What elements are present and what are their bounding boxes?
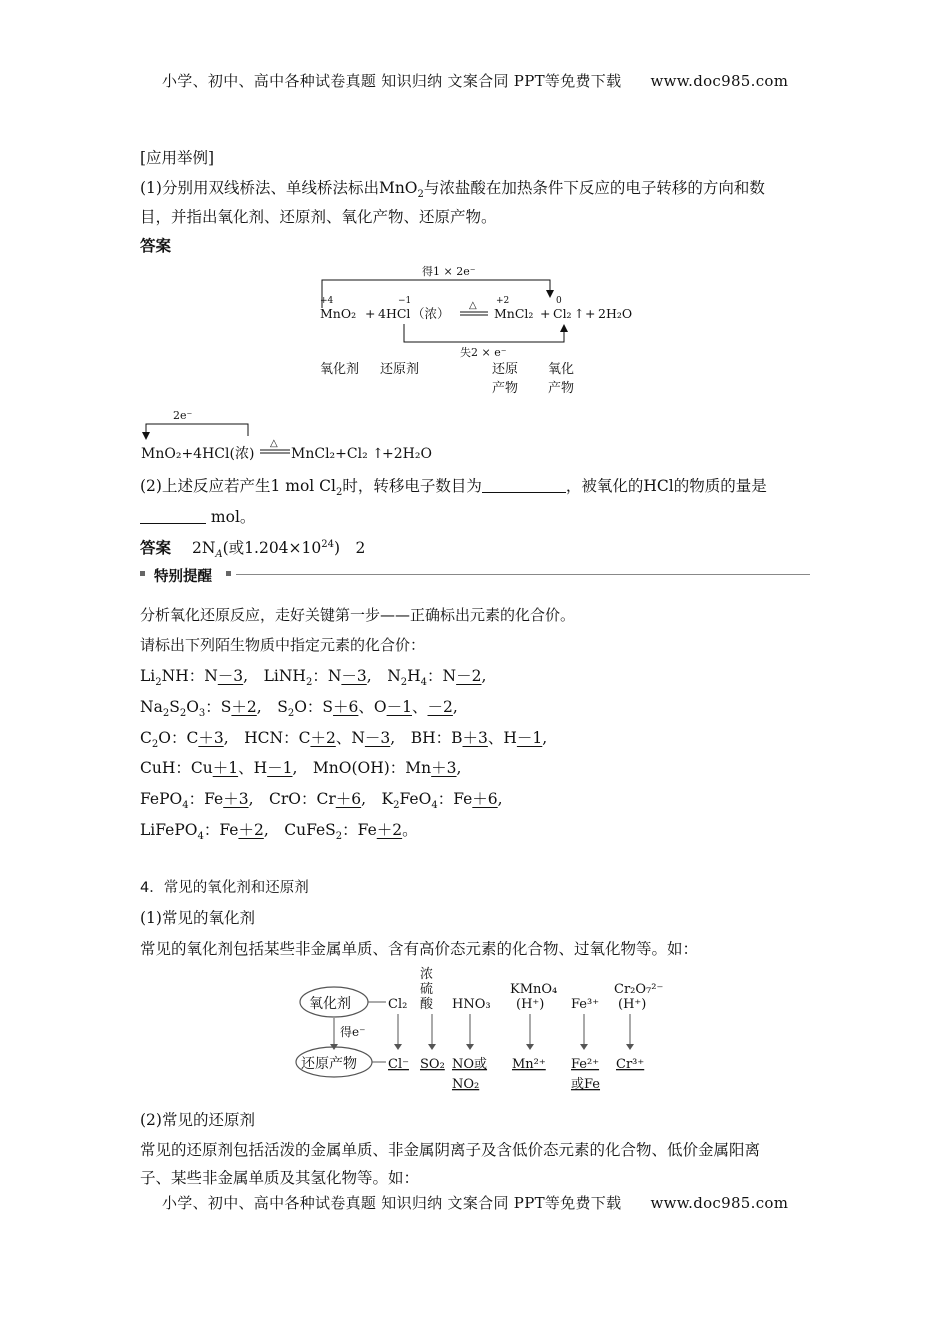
gain-label: 得1 × 2e⁻ — [422, 265, 476, 278]
cr-h: (H⁺) — [618, 997, 647, 1012]
or-fe: 或Fe — [571, 1077, 601, 1092]
valence-answer: ＋3 — [462, 729, 488, 747]
valence-subscript: 4 — [431, 800, 438, 812]
eq-conc: （浓） — [412, 306, 450, 321]
valence-text: ：N — [312, 667, 342, 685]
no-or: NO或 — [452, 1057, 488, 1072]
valence-subscript: 2 — [393, 800, 400, 812]
valence-answer: ＋2 — [238, 821, 264, 839]
eq-plus-1: + — [365, 306, 376, 321]
valence-answer: ＋3 — [223, 790, 249, 808]
question-1-line-1 — [140, 176, 765, 200]
kmno4-h: (H⁺) — [516, 997, 545, 1012]
valence-subscript: 3 — [198, 708, 206, 720]
valence-subscript: 4 — [420, 677, 428, 689]
valence-text: ：N — [427, 667, 457, 685]
single-eq-products: MnCl₂+Cl₂ — [291, 446, 368, 462]
label-reduction-product-2: 产物 — [492, 381, 519, 396]
valence-text: Na — [140, 698, 163, 716]
valence-text: FeO — [399, 790, 432, 808]
note-header — [140, 565, 810, 583]
single-eq-water: +2H₂O — [382, 446, 432, 462]
answer-blank-2[interactable] — [140, 509, 206, 524]
valence-line — [140, 818, 418, 842]
valence-text: H — [407, 667, 421, 685]
gain-bridge-line — [322, 280, 550, 308]
answer-2 — [140, 536, 365, 560]
section-4-sub-2: (2)常见的还原剂 — [140, 1111, 255, 1129]
footer-site: www.doc985.com — [650, 1194, 789, 1212]
valence-answer: ＋6 — [472, 790, 498, 808]
valence-answer: －3 — [341, 667, 367, 685]
valence-subscript: 4 — [197, 831, 204, 843]
valence-subscript: 2 — [162, 708, 170, 720]
valence-text: ：S — [205, 698, 232, 716]
eq-gas: ↑ — [574, 306, 585, 321]
valence-text: , — [452, 698, 458, 716]
valence-text: C — [140, 729, 152, 747]
note-rule — [236, 574, 810, 575]
valence-answer: －2 — [427, 698, 453, 716]
header-text: 小学、初中、高中各种试卷真题 知识归纳 文案合同 PPT等免费下载 — [162, 72, 622, 90]
note-square-icon-2 — [226, 571, 231, 576]
fe3: Fe³⁺ — [571, 997, 600, 1012]
kmno4-arrow-icon — [526, 1044, 534, 1050]
loss-arrow-icon — [560, 324, 568, 332]
q2-text-a: (2)上述反应若产生1 mol Cl — [140, 477, 336, 495]
ans-c: ) 2 — [334, 539, 366, 557]
conc-3: 酸 — [420, 997, 434, 1012]
single-eq-gas: ↑ — [372, 446, 384, 462]
valence-text: FePO — [140, 790, 183, 808]
valence-line — [140, 695, 458, 719]
eq-heat: △ — [469, 300, 477, 311]
valence-answer: ＋1 — [212, 759, 239, 777]
valence-text: 。 — [402, 821, 418, 839]
eq-plus-3: + — [585, 306, 596, 321]
valence-text: , BH：B — [390, 729, 463, 747]
valence-answer: ＋2 — [231, 698, 257, 716]
header-site: www.doc985.com — [650, 72, 789, 90]
gain-electron-label: 得e⁻ — [340, 1025, 366, 1039]
valence-subscript: 2 — [287, 708, 295, 720]
q2-text-b: 时，转移电子数目为 — [342, 477, 482, 495]
section-4-sub-2-desc-2: 子、某些非金属单质及其氢化物等。如： — [140, 1169, 420, 1187]
note-line-2: 请标出下列陌生物质中指定元素的化合价： — [140, 636, 426, 654]
valence-text: , K — [361, 790, 394, 808]
label-oxidation-product-2: 产物 — [548, 381, 575, 396]
valence-answer: －1 — [516, 729, 543, 747]
reduction-product-label: 还原产物 — [301, 1056, 357, 1072]
valence-answer: －3 — [217, 667, 244, 685]
section-4-sub-1: (1)常见的氧化剂 — [140, 909, 255, 927]
valence-subscript: 2 — [335, 831, 343, 843]
section-4-sub-2-desc-1: 常见的还原剂包括活泼的金属单质、非金属阴离子及含低价态元素的化合物、低价金属阳离 — [140, 1141, 761, 1159]
valence-text: LiFePO — [140, 821, 198, 839]
question-1-line-2: 目，并指出氧化剂、还原剂、氧化产物、还原产物。 — [140, 208, 497, 226]
valence-answer: ＋3 — [198, 729, 224, 747]
valence-answer: ＋2 — [310, 729, 336, 747]
ans-a-sub: A — [215, 549, 223, 561]
valence-answer: －2 — [456, 667, 482, 685]
valence-text: ：Fe — [342, 821, 377, 839]
valence-text: , MnO(OH)：Mn — [292, 759, 432, 777]
label-reduction-product-1: 还原 — [492, 362, 519, 377]
valence-text: , CrO：Cr — [248, 790, 336, 808]
valence-subscript: 2 — [179, 708, 187, 720]
ox-state-mno2: +4 — [320, 296, 334, 306]
footer-text: 小学、初中、高中各种试卷真题 知识归纳 文案合同 PPT等免费下载 — [162, 1194, 622, 1212]
cl2: Cl₂ — [388, 997, 408, 1012]
valence-subscript: 2 — [155, 677, 162, 689]
note-title: 特别提醒 — [154, 569, 212, 585]
question-2-line-2 — [140, 505, 255, 527]
valence-line — [140, 787, 503, 811]
valence-subscript: 2 — [151, 739, 159, 751]
valence-answer: －1 — [267, 759, 293, 777]
cr2o7: Cr₂O₇²⁻ — [614, 982, 664, 997]
eq-mno2: MnO₂ — [320, 306, 357, 321]
valence-line — [140, 756, 461, 778]
valence-text: CuH：Cu — [140, 759, 213, 777]
valence-text: , CuFeS — [263, 821, 336, 839]
ans-b-sup: 24 — [321, 538, 334, 550]
valence-text: O — [186, 698, 199, 716]
valence-text: , HCN：C — [223, 729, 311, 747]
so2: SO₂ — [420, 1057, 445, 1072]
valence-text: 、N — [335, 729, 365, 747]
fe2: Fe²⁺ — [571, 1057, 600, 1072]
mn2: Mn²⁺ — [512, 1057, 546, 1072]
valence-line — [140, 726, 547, 750]
valence-answer: ＋6 — [335, 790, 362, 808]
valence-answer: －3 — [364, 729, 391, 747]
q2-text-d: mol。 — [206, 508, 256, 526]
valence-line — [140, 664, 486, 688]
valence-text: , — [542, 729, 548, 747]
q1-text-b: 与浓盐酸在加热条件下反应的电子转移的方向和数 — [423, 179, 765, 197]
gain-arrow-icon — [546, 290, 554, 298]
cr3: Cr³⁺ — [616, 1057, 645, 1072]
label-oxidation-product-1: 氧化 — [548, 362, 575, 377]
valence-text: , — [456, 759, 462, 777]
valence-text: S — [169, 698, 180, 716]
valence-text: 、H — [238, 759, 268, 777]
conc-1: 浓 — [420, 967, 434, 982]
eq-hcl: 4HCl — [378, 306, 411, 321]
single-eq-reactants: MnO₂+4HCl(浓) — [141, 446, 255, 462]
answer-label-2: 答案 — [140, 539, 172, 557]
cl2-arrow-icon — [394, 1044, 402, 1050]
valence-text: , — [497, 790, 503, 808]
valence-text: O：C — [158, 729, 199, 747]
section-4-title: 4．常见的氧化剂和还原剂 — [140, 880, 309, 896]
fe3-arrow-icon — [580, 1044, 588, 1050]
q1-text-a: (1)分别用双线桥法、单线桥法标出MnO — [140, 179, 418, 197]
valence-text: Li — [140, 667, 156, 685]
valence-text: , N — [366, 667, 401, 685]
single-bridge-diagram — [138, 406, 458, 464]
note-square-icon — [140, 571, 145, 576]
valence-text: 、O — [358, 698, 387, 716]
valence-answer: －1 — [386, 698, 412, 716]
valence-text: , S — [256, 698, 288, 716]
valence-text: ：Fe — [203, 821, 239, 839]
section-title-application: [应用举例] — [140, 149, 215, 167]
q2-sub: 2 — [335, 487, 343, 499]
ox-state-cl2: 0 — [556, 296, 562, 306]
valence-answer: ＋3 — [431, 759, 457, 777]
label-reductant: 还原剂 — [380, 362, 420, 377]
hno3: HNO₃ — [452, 997, 491, 1012]
valence-answer: ＋6 — [333, 698, 359, 716]
section-4-sub-1-desc: 常见的氧化剂包括某些非金属单质、含有高价态元素的化合物、过氧化物等。如： — [140, 940, 699, 958]
ans-b: (或1.204×10 — [222, 539, 322, 557]
single-eq-heat: △ — [270, 438, 278, 449]
valence-text: , LiNH — [243, 667, 306, 685]
eq-h2o: 2H₂O — [598, 306, 633, 321]
question-2-line-1 — [140, 474, 767, 498]
loss-label: 失2 × e⁻ — [460, 346, 507, 359]
valence-subscript: 4 — [182, 800, 189, 812]
ans-a: 2N — [191, 539, 216, 557]
page-footer — [162, 1192, 788, 1213]
eq-plus-2: + — [540, 306, 551, 321]
valence-text: O：S — [294, 698, 334, 716]
valence-text: 、H — [487, 729, 517, 747]
valence-text: 、 — [412, 698, 428, 716]
ox-state-mncl2: +2 — [496, 296, 510, 306]
h2so4-arrow-icon — [428, 1044, 436, 1050]
electron-count: 2e⁻ — [173, 409, 193, 422]
valence-answer: ＋2 — [376, 821, 403, 839]
double-bridge-diagram — [310, 258, 650, 403]
valence-text: NH：N — [161, 667, 218, 685]
answer-label-1: 答案 — [140, 237, 172, 255]
answer-blank-1[interactable] — [482, 478, 566, 493]
note-line-1: 分析氧化还原反应，走好关键第一步——正确标出元素的化合价。 — [140, 606, 576, 624]
label-oxidant: 氧化剂 — [320, 362, 360, 377]
eq-cl2: Cl₂ — [553, 306, 572, 321]
oxidant-label: 氧化剂 — [309, 996, 351, 1012]
cl-minus: Cl⁻ — [388, 1057, 409, 1072]
valence-text: ：Fe — [437, 790, 473, 808]
hno3-arrow-icon — [466, 1044, 474, 1050]
valence-subscript: 2 — [305, 677, 313, 689]
q1-sub: 2 — [417, 189, 424, 201]
loss-bridge-line — [404, 324, 564, 342]
single-bridge-line — [146, 424, 248, 436]
ox-state-hcl: −1 — [398, 296, 412, 306]
page-header — [162, 70, 788, 91]
valence-text: ：Fe — [188, 790, 224, 808]
kmno4: KMnO₄ — [510, 982, 558, 997]
eq-mncl2: MnCl₂ — [494, 306, 534, 321]
cr2o7-arrow-icon — [626, 1044, 634, 1050]
valence-text: , — [481, 667, 487, 685]
oxidant-diagram — [296, 962, 664, 1100]
answer-2-value — [191, 538, 366, 561]
no2: NO₂ — [452, 1077, 480, 1092]
q2-text-c: ，被氧化的HCl的物质的量是 — [565, 477, 767, 495]
single-bridge-arrow-icon — [142, 432, 150, 440]
valence-subscript: 2 — [400, 677, 408, 689]
conc-2: 硫 — [420, 982, 434, 997]
